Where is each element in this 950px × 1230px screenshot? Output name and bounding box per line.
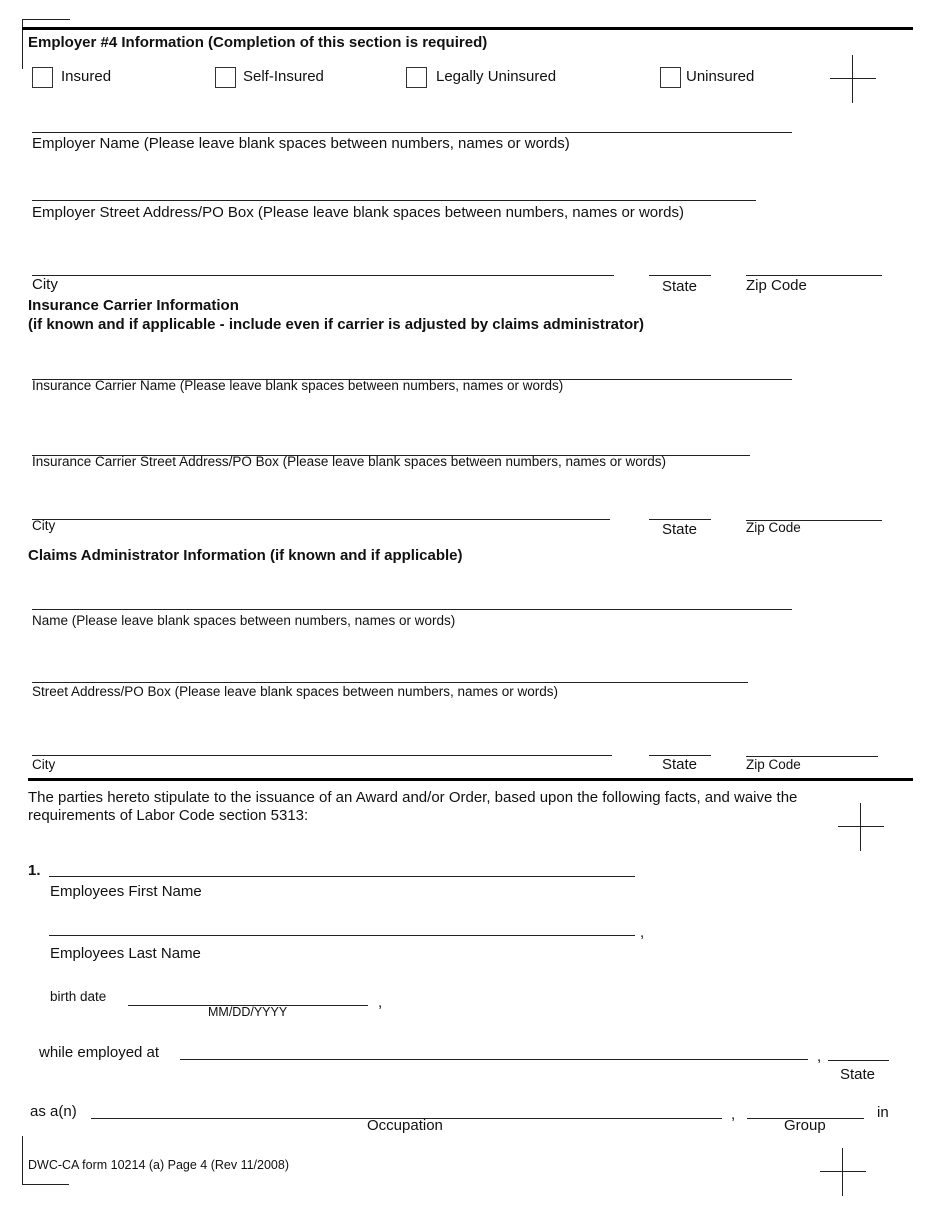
claims-admin-street-label: Street Address/PO Box (Please leave blank spaces between numbers, names or words) bbox=[32, 684, 559, 699]
carrier-zip-label: Zip Code bbox=[746, 520, 801, 535]
last-name-field[interactable] bbox=[49, 935, 635, 936]
insured-checkbox[interactable] bbox=[32, 67, 53, 88]
as-a-label: as a(n) bbox=[30, 1103, 77, 1120]
claims-admin-name-label: Name (Please leave blank spaces between numbers, names or words) bbox=[32, 613, 456, 628]
employer-name-field[interactable] bbox=[32, 132, 792, 133]
claims-admin-city-label: City bbox=[32, 757, 56, 772]
carrier-city-field[interactable] bbox=[32, 519, 610, 520]
carrier-name-label: Insurance Carrier Name (Please leave blank spaces between numbers, names or words) bbox=[32, 378, 564, 393]
employer-state-label: State bbox=[662, 278, 698, 295]
claims-admin-street-field[interactable] bbox=[32, 682, 748, 683]
legally-uninsured-label: Legally Uninsured bbox=[436, 68, 557, 85]
birth-date-comma: , bbox=[378, 994, 383, 1011]
employed-at-label: while employed at bbox=[39, 1044, 160, 1061]
employed-state-field[interactable] bbox=[828, 1060, 889, 1061]
first-name-label: Employees First Name bbox=[50, 883, 202, 900]
claims-admin-zip-label: Zip Code bbox=[746, 757, 801, 772]
carrier-city-label: City bbox=[32, 518, 56, 533]
self-insured-label: Self-Insured bbox=[243, 68, 324, 85]
corner-bracket-top bbox=[22, 19, 70, 20]
employed-state-label: State bbox=[840, 1066, 876, 1083]
occupation-label: Occupation bbox=[367, 1117, 443, 1134]
registration-mark bbox=[820, 1148, 866, 1196]
claims-admin-heading: Claims Administrator Information (if known and if applicable) bbox=[28, 547, 463, 564]
claims-admin-name-field[interactable] bbox=[32, 609, 792, 610]
legally-uninsured-checkbox[interactable] bbox=[406, 67, 427, 88]
employer-city-label: City bbox=[32, 276, 58, 293]
employer-zip-field[interactable] bbox=[746, 275, 882, 276]
corner-bracket-bottom bbox=[22, 1184, 69, 1185]
employer-location-field[interactable] bbox=[180, 1059, 808, 1060]
stipulation-text: The parties hereto stipulate to the issuance of an Award and/or Order, based upon the following facts, and waive the bbox=[28, 789, 798, 806]
uninsured-checkbox[interactable] bbox=[660, 67, 681, 88]
carrier-heading: Insurance Carrier Information bbox=[28, 297, 239, 314]
carrier-street-label: Insurance Carrier Street Address/PO Box (Please leave blank spaces between numbers, names or words) bbox=[32, 454, 667, 469]
carrier-state-field[interactable] bbox=[649, 519, 711, 520]
group-label: Group bbox=[784, 1117, 826, 1134]
employer-zip-label: Zip Code bbox=[746, 277, 807, 294]
registration-mark bbox=[830, 55, 876, 103]
form-id: DWC-CA form 10214 (a) Page 4 (Rev 11/2008) bbox=[28, 1158, 289, 1172]
registration-mark bbox=[838, 803, 884, 851]
section-divider-top bbox=[22, 27, 913, 30]
employer-city-field[interactable] bbox=[32, 275, 614, 276]
stipulation-text-continued: requirements of Labor Code section 5313: bbox=[28, 807, 309, 824]
employer-name-label: Employer Name (Please leave blank spaces between numbers, names or words) bbox=[32, 135, 570, 152]
section-divider-middle bbox=[28, 778, 913, 781]
first-name-field[interactable] bbox=[49, 876, 635, 877]
carrier-heading-subtitle: (if known and if applicable - include even if carrier is adjusted by claims administrator) bbox=[28, 316, 644, 333]
employer-street-field[interactable] bbox=[32, 200, 756, 201]
date-format-hint: MM/DD/YYYY bbox=[208, 1005, 288, 1019]
employed-at-comma: , bbox=[817, 1048, 822, 1065]
self-insured-checkbox[interactable] bbox=[215, 67, 236, 88]
claims-admin-state-label: State bbox=[662, 756, 698, 773]
carrier-state-label: State bbox=[662, 521, 698, 538]
employer4-heading: Employer #4 Information (Completion of this section is required) bbox=[28, 34, 488, 51]
occupation-comma: , bbox=[731, 1106, 736, 1123]
uninsured-label: Uninsured bbox=[686, 68, 755, 85]
in-label: in bbox=[877, 1104, 889, 1121]
employer-state-field[interactable] bbox=[649, 275, 711, 276]
corner-bracket-bottom-vertical bbox=[22, 1136, 23, 1184]
item-number: 1. bbox=[28, 862, 41, 879]
last-name-label: Employees Last Name bbox=[50, 945, 201, 962]
last-name-comma: , bbox=[640, 924, 645, 941]
employer-street-label: Employer Street Address/PO Box (Please leave blank spaces between numbers, names or words) bbox=[32, 204, 684, 221]
birth-date-label: birth date bbox=[50, 989, 107, 1004]
insured-label: Insured bbox=[61, 68, 112, 85]
claims-admin-city-field[interactable] bbox=[32, 755, 612, 756]
